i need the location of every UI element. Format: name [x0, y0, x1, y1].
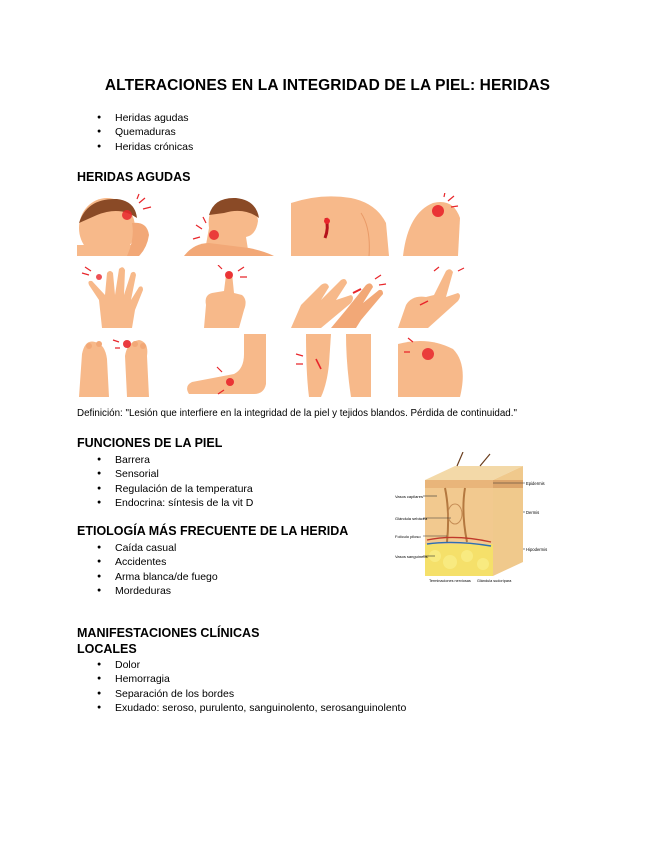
page-title: ALTERACIONES EN LA INTEGRIDAD DE LA PIEL: HERIDAS	[104, 77, 551, 94]
list-item: ● Hemorragia	[97, 672, 406, 686]
list-item: ● Caída casual	[97, 541, 218, 555]
heading-clinical-manifestations: MANIFESTACIONES CLÍNICAS	[77, 626, 260, 640]
definition-text: Definición: "Lesión que interfiere en la integridad de la piel y tejidos blandos. Pérdida de continuidad."	[77, 408, 517, 419]
list-item: ● Mordeduras	[97, 584, 218, 598]
list-item: ● Dolor	[97, 658, 406, 672]
neck-wound-icon	[184, 193, 286, 256]
acute-wounds-illustration	[77, 193, 502, 401]
list-item: ● Endocrina: síntesis de la vit D	[97, 496, 253, 510]
hands-rub-icon	[291, 265, 393, 328]
manifestations-list	[97, 658, 406, 715]
label-dermis: Dermis	[526, 510, 540, 515]
list-item: ● Barrera	[97, 453, 253, 467]
hand-wound-icon	[77, 265, 179, 328]
heading-skin-functions: FUNCIONES DE LA PIEL	[77, 436, 223, 450]
leg-wound-icon	[291, 334, 393, 397]
subheading-local: LOCALES	[77, 642, 137, 656]
list-item: ● Accidentes	[97, 555, 218, 569]
chest-wound-icon	[291, 193, 393, 256]
list-item: ● Regulación de la temperatura	[97, 482, 253, 496]
label-hypodermis: Hipodermis	[526, 547, 548, 552]
label-epidermis: Epidermis	[526, 481, 545, 486]
label-capillaries: Vasos capilares	[395, 494, 423, 499]
list-item: ● Heridas crónicas	[97, 140, 193, 154]
heading-etiology: ETIOLOGÍA MÁS FRECUENTE DE LA HERIDA	[77, 524, 349, 538]
label-sweat-gland: Glándula sudorípara	[477, 579, 512, 583]
heading-acute-wounds: HERIDAS AGUDAS	[77, 170, 191, 184]
finger-wound-icon	[184, 265, 286, 328]
etiology-list	[97, 541, 218, 598]
label-sebaceous-gland: Glándula sebácea	[395, 516, 428, 521]
shoulder-wound-icon	[398, 193, 500, 256]
label-hair-follicle: Folículo piloso	[395, 534, 421, 539]
toe-wound-icon	[77, 334, 179, 397]
list-item: ● Heridas agudas	[97, 111, 193, 125]
list-item: ● Exudado: seroso, purulento, sanguinolento, serosanguinolento	[97, 701, 406, 715]
list-item: ● Separación de los bordes	[97, 687, 406, 701]
label-blood-vessels: Vasos sanguíneos	[395, 554, 428, 559]
skin-layers-diagram	[395, 452, 565, 584]
foot-wound-icon	[184, 334, 286, 397]
label-nerve-endings: Terminaciones nerviosas	[429, 579, 471, 583]
functions-list	[97, 453, 253, 510]
knee-wound-icon	[398, 334, 500, 397]
forehead-wound-icon	[77, 193, 179, 256]
wrist-wound-icon	[398, 265, 500, 328]
intro-list	[97, 111, 193, 154]
list-item: ● Arma blanca/de fuego	[97, 570, 218, 584]
list-item: ● Sensorial	[97, 467, 253, 481]
list-item: ● Quemaduras	[97, 125, 193, 139]
